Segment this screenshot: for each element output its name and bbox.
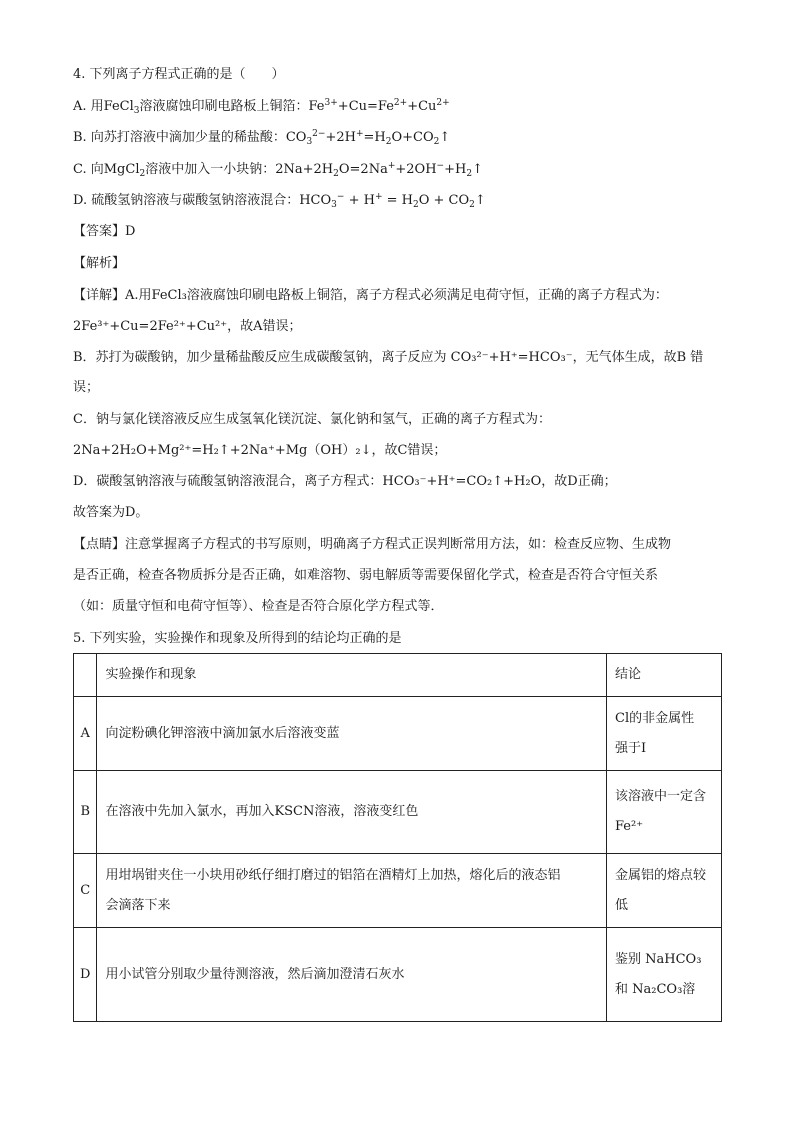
table-row: [74, 697, 722, 771]
detail-line-1: 【详解】A.用FeCl₃溶液腐蚀印刷电路板上铜箔，离子方程式必须满足电荷守恒，正确的离子方程式为：: [73, 288, 668, 303]
table-header-row: [74, 654, 722, 697]
detail-line-3b: 误；: [73, 380, 100, 395]
header-label-cell: [74, 654, 97, 697]
row-operation: 用坩埚钳夹住一小块用砂纸仔细打磨过的铝箔在酒精灯上加热，熔化后的液态铝 会滴落下来: [97, 854, 607, 928]
tip-line-2: 是否正确，检查各物质拆分是否正确，如难溶物、弱电解质等需要保留化学式，检查是否符合守恒关系: [73, 568, 659, 583]
detail-line-4a: C．钠与氯化镁溶液反应生成氢氧化镁沉淀、氯化钠和氢气，正确的离子方程式为：: [73, 412, 551, 427]
analysis-label: 【解析】: [73, 256, 126, 271]
tip-line-1: 【点睛】注意掌握离子方程式的书写原则，明确离子方程式正误判断常用方法，如：检查反应物、生成物: [73, 537, 672, 552]
row-operation: 用小试管分别取少量待测溶液，然后滴加澄清石灰水: [97, 928, 607, 1022]
experiment-table: [73, 653, 722, 1022]
table-row: [74, 928, 722, 1022]
q4-stem: 4. 下列离子方程式正确的是（ ）: [73, 67, 285, 82]
q5-stem: 5. 下列实验，实验操作和现象及所得到的结论均正确的是: [73, 631, 402, 646]
detail-line-4b: 2Na+2H₂O+Mg²⁺=H₂↑+2Na⁺+Mg（OH）₂↓，故C错误；: [73, 443, 447, 458]
detail-line-3a: B．苏打为碳酸钠，加少量稀盐酸反应生成碳酸氢钠，离子反应为 CO₃²⁻+H⁺=HCO₃⁻，无气体生成，故B 错: [73, 350, 704, 365]
detail-line-6: 故答案为D。: [73, 505, 149, 520]
row-label: C: [74, 854, 97, 928]
row-conclusion: Cl的非金属性 强于I: [607, 697, 722, 771]
row-conclusion: 金属铝的熔点较 低: [607, 854, 722, 928]
row-label: D: [74, 928, 97, 1022]
detail-line-5: D．碳酸氢钠溶液与硫酸氢钠溶液混合，离子方程式：HCO₃⁻+H⁺=CO₂↑+H₂O，故D正确；: [73, 474, 617, 489]
q4-option-b: B. 向苏打溶液中滴加少量的稀盐酸：$CO_3^{2-}+2H^+=H_2O+CO_2↑$: [73, 129, 451, 147]
q4-option-c: C. 向MgCl$_2$溶液中加入一小块钠：$2Na+2H_2O=2Na^++2OH^-+H_2↑$: [73, 161, 483, 179]
header-operation: 实验操作和现象: [97, 654, 607, 697]
row-conclusion: 该溶液中一定含 Fe²⁺: [607, 771, 722, 854]
row-label: B: [74, 771, 97, 854]
row-operation: 向淀粉碘化钾溶液中滴加氯水后溶液变蓝: [97, 697, 607, 771]
answer-label: 【答案】D: [73, 224, 136, 239]
q4-option-a: A. 用FeCl$_3$溶液腐蚀印刷电路板上铜箔：$Fe^{3+}+Cu=Fe^{2+}+Cu^{2+}$: [73, 98, 450, 116]
tip-line-3: （如：质量守恒和电荷守恒等）、检查是否符合原化学方程式等．: [73, 599, 444, 614]
row-conclusion: 鉴别 NaHCO₃ 和 Na₂CO₃溶: [607, 928, 722, 1022]
row-label: A: [74, 697, 97, 771]
header-conclusion: 结论: [607, 654, 722, 697]
q4-option-d: D. 硫酸氢钠溶液与碳酸氢钠溶液混合：$HCO_3^- + H^+ = H_2O$ + $CO_2↑$: [73, 192, 486, 210]
detail-line-2: 2Fe³⁺+Cu=2Fe²⁺+Cu²⁺，故A错误；: [73, 319, 302, 334]
table-row: [74, 854, 722, 928]
row-operation: 在溶液中先加入氯水，再加入KSCN溶液，溶液变红色: [97, 771, 607, 854]
table-row: [74, 771, 722, 854]
